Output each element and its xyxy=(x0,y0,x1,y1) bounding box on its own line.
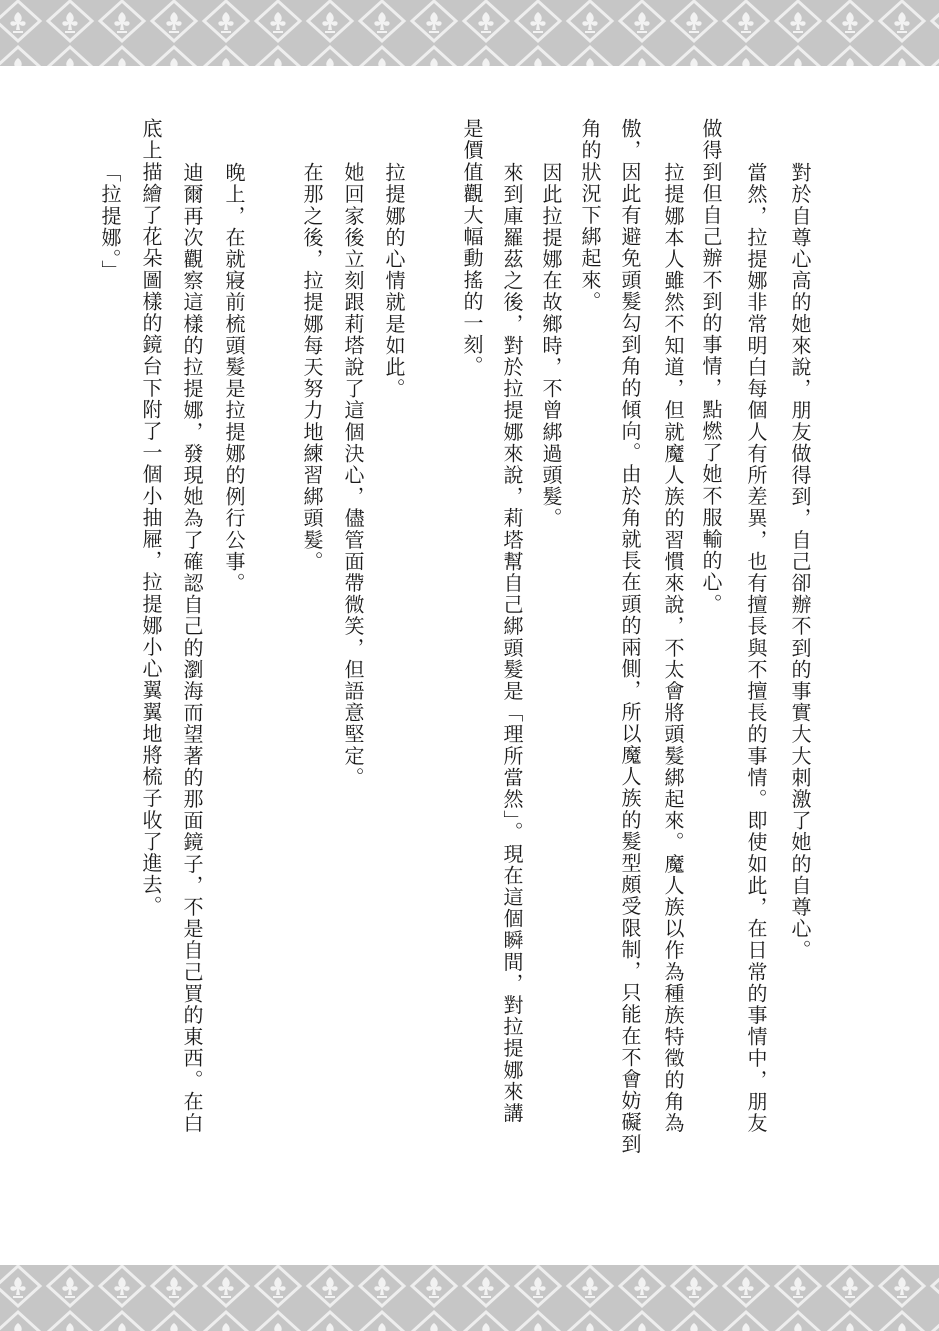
decorative-footer-band xyxy=(0,1265,939,1331)
text-line: 在那之後，拉提娜每天努力地練習綁頭髮。 xyxy=(300,162,324,573)
text-line: 當然，拉提娜非常明白每個人有所差異，也有擅長與不擅長的事情。即使如此，在日常的事情中，朋友 xyxy=(744,162,768,1134)
vertical-text-page xyxy=(0,66,939,1265)
text-line: 傲，因此有避免頭髮勾到角的傾向。由於角就長在頭的兩側，所以魔人族的髮型頗受限制，只能在不會妨礙到 xyxy=(618,118,642,1155)
text-line: 對於自尊心高的她來說，朋友做得到，自己卻辦不到的事實大大刺激了她的自尊心。 xyxy=(788,162,812,962)
text-line: 底上描繪了花朵圖樣的鏡台下附了一個小抽屜，拉提娜小心翼翼地將梳子收了進去。 xyxy=(139,118,163,918)
diamond-pattern xyxy=(0,1265,939,1331)
text-line: 角的狀況下綁起來。 xyxy=(578,118,602,313)
text-line: 是價值觀大幅動搖的一刻。 xyxy=(460,118,484,378)
text-line: 拉提娜的心情就是如此。 xyxy=(382,162,406,400)
diamond-pattern xyxy=(0,0,939,66)
text-line: 來到庫羅茲之後，對於拉提娜來說，莉塔幫自己綁頭髮是「理所當然」。現在這個瞬間，對拉提娜來講 xyxy=(500,162,524,1124)
text-line: 拉提娜本人雖然不知道，但就魔人族的習慣來說，不太會將頭髮綁起來。魔人族以作為種族特徵的角為 xyxy=(661,162,685,1134)
text-line: 因此拉提娜在故鄉時，不曾綁過頭髮。 xyxy=(539,162,563,530)
text-line: 她回家後立刻跟莉塔說了這個決心，儘管面帶微笑，但語意堅定。 xyxy=(341,162,365,789)
text-line: 「拉提娜。」 xyxy=(98,162,122,282)
decorative-header-band xyxy=(0,0,939,66)
text-line: 做得到但自己辦不到的事情，點燃了她不服輸的心。 xyxy=(699,118,723,615)
text-line: 迪爾再次觀察這樣的拉提娜，發現她為了確認自己的瀏海而望著的那面鏡子，不是自己買的東西。在白 xyxy=(180,162,204,1134)
text-line: 晚上，在就寢前梳頭髮是拉提娜的例行公事。 xyxy=(222,162,246,594)
